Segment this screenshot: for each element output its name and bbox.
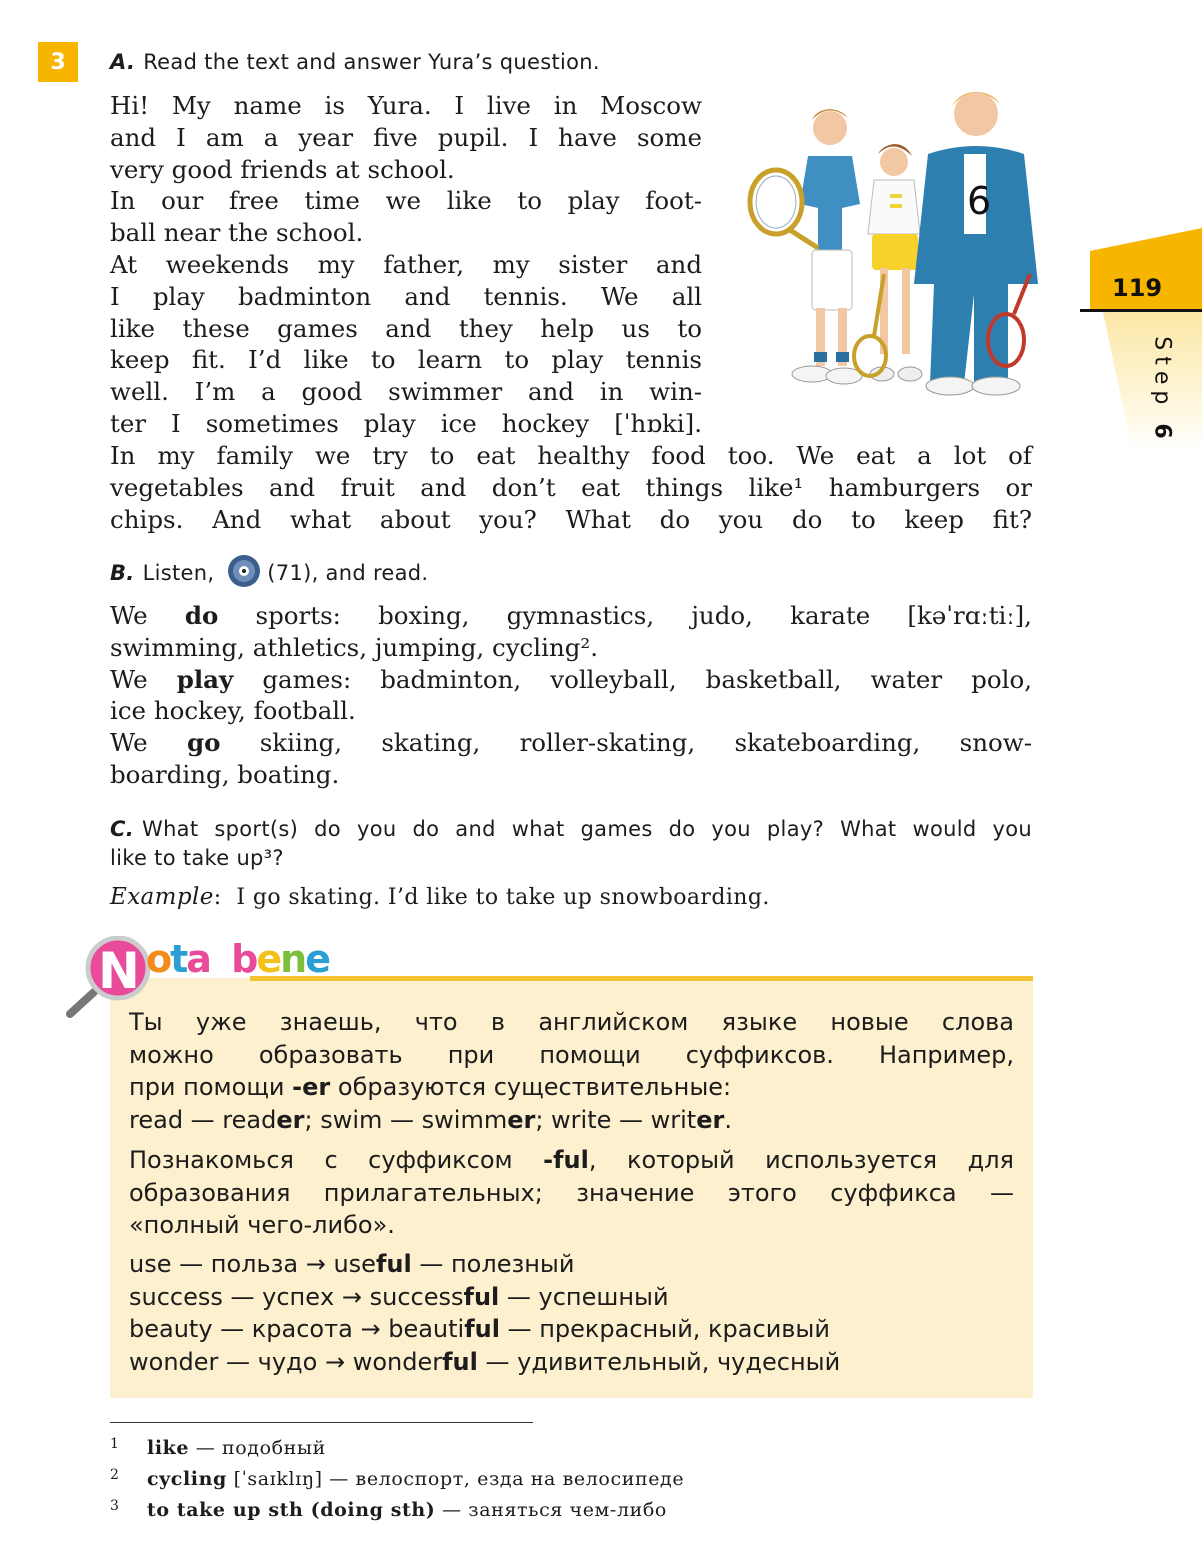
text-line: chips. And what about you? What do you do to keep fit? [110, 504, 1032, 534]
nota-bene-paragraph-1 [129, 1006, 1014, 1136]
nb-line: образования прилагательных; значение этого суффикса — [129, 1178, 1014, 1207]
boy-figure [750, 109, 862, 384]
text-line: At weekends my father, my sister and [110, 249, 702, 279]
text-line: We play games: badminton, volleyball, basketball, water polo, [110, 664, 1032, 694]
task-a-instruction [110, 50, 600, 74]
nb-line: при помощи -er образуются существительные: [129, 1073, 732, 1101]
task-a-letter: A. [110, 50, 136, 74]
footnote-3: 3 to take up sth (doing sth) — заняться чем-либо [110, 1498, 667, 1521]
svg-text:ota bene: ota bene [146, 937, 329, 981]
yura-text-top [110, 90, 702, 440]
word-row: use — польза → useful — полезный [129, 1250, 575, 1278]
step-word: Step [1149, 336, 1175, 411]
text-line: and I am a year five pupil. I have some [110, 122, 702, 152]
nota-bene-word-list [129, 1248, 1014, 1378]
example-label: Example [110, 884, 214, 910]
footnote-rule [110, 1422, 533, 1423]
text-line: ter I sometimes play ice hockey [ˈhɒki]. [110, 408, 702, 438]
text-line: ice hockey, football. [110, 696, 356, 726]
sports-text [110, 600, 1032, 791]
task-b-letter: B. [110, 561, 135, 585]
text-line: keep fit. I’d like to learn to play tennis [110, 345, 702, 375]
exercise-number-badge: 3 [38, 42, 78, 82]
text-line: We do sports: boxing, gymnastics, judo, karate [kəˈrɑːtiː], [110, 601, 1032, 630]
nb-line: Ты уже знаешь, что в английском языке новые слова [129, 1008, 1014, 1036]
yura-text-bottom [110, 440, 1032, 535]
verb-play: play [176, 664, 234, 694]
text-line: ball near the school. [110, 218, 364, 248]
text-line: I play badminton and tennis. We all [110, 281, 702, 311]
task-b-text-after: (71), and read. [267, 561, 429, 585]
tennis-family-illustration [738, 84, 1068, 400]
text-line: In my family we try to eat healthy food too. We eat a lot of [110, 441, 1032, 470]
task-b-instruction [110, 560, 428, 588]
task-c-letter: C. [110, 817, 134, 841]
example-line: Example: I go skating. I’d like to take up snowboarding. [110, 884, 770, 910]
svg-text:N: N [98, 942, 140, 1000]
verb-do: do [184, 601, 219, 630]
text-line: swimming, athletics, jumping, cycling². [110, 632, 599, 662]
nota-bene-top-rule [250, 976, 1033, 981]
step-number: 6 [1149, 423, 1175, 445]
nota-bene-paragraph-2 [129, 1144, 1014, 1242]
verb-go: go [186, 728, 221, 758]
word-row: beauty — красота → beautiful — прекрасный, красивый [129, 1315, 830, 1343]
nb-examples-line: read — reader; swim — swimmer; write — writer. [129, 1105, 732, 1134]
text-line: vegetables and fruit and don’t eat things like¹ hamburgers or [110, 472, 1032, 502]
example-text: I go skating. I’d like to take up snowboarding. [236, 885, 770, 910]
task-a-text: Read the text and answer Yura’s question. [143, 50, 600, 74]
text-line: very good friends at school. [110, 154, 455, 184]
text-line: In our free time we like to play foot- [110, 186, 702, 216]
step-label [1150, 336, 1175, 444]
text-line: boarding, boating. [110, 759, 340, 789]
page-number: 119 [1112, 274, 1163, 302]
text-line: We go skiing, skating, roller-skating, skateboarding, snow- [110, 728, 1032, 758]
task-c-line2: like to take up³? [110, 846, 284, 870]
nb-line: можно образовать при помощи суффиксов. Например, [129, 1040, 1014, 1069]
text-line: like these games and they help us to [110, 313, 702, 343]
nb-line: «полный чего-либо». [129, 1211, 395, 1239]
svg-text:6: 6 [967, 179, 992, 223]
text-line: Hi! My name is Yura. I live in Moscow [110, 91, 702, 120]
audio-cd-icon[interactable] [227, 554, 261, 588]
footnote-2: 2 cycling [ˈsaɪklɪŋ] — велоспорт, езда на велосипеде [110, 1467, 685, 1490]
girl-figure [854, 144, 922, 381]
footnote-1: 1 like — подобный [110, 1436, 326, 1459]
task-b-text-before: Listen, [142, 561, 215, 585]
nb-line: Познакомься с суффиксом -ful, который используется для [129, 1146, 1014, 1174]
text-line: well. I’m a good swimmer and in win- [110, 377, 702, 407]
word-row: success — успех → successful — успешный [129, 1282, 669, 1311]
page-rule [1080, 309, 1202, 312]
father-figure [914, 92, 1038, 395]
word-row: wonder — чудо → wonderful — удивительный, чудесный [129, 1347, 841, 1376]
task-c-instruction: C. What sport(s) do you do and what games do you play? What would you like to take up³? [110, 815, 1032, 873]
